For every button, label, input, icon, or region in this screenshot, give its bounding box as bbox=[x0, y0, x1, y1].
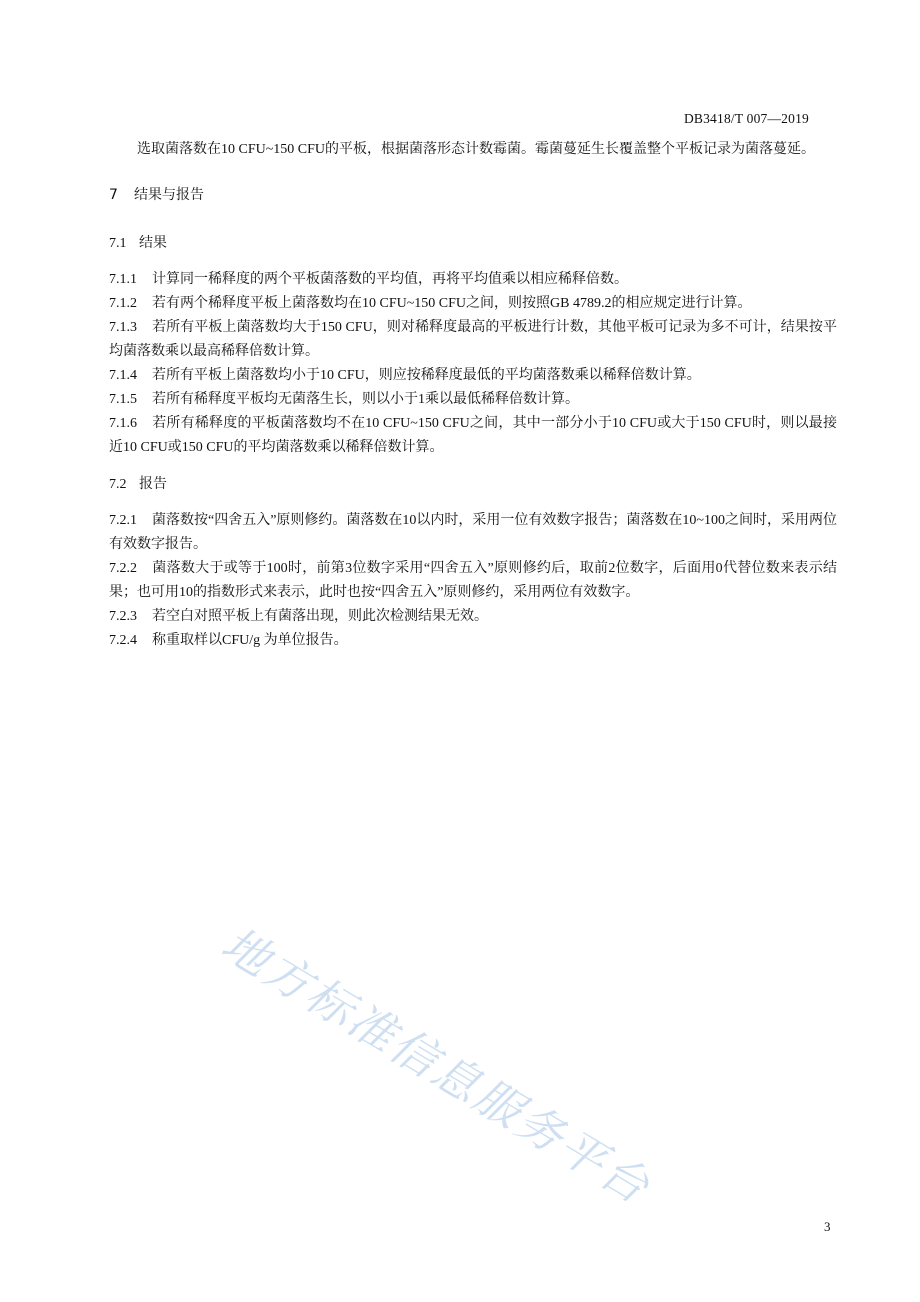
section-7-title: 结果与报告 bbox=[134, 187, 204, 203]
clause-number: 7.2.2 bbox=[109, 561, 137, 576]
page-content bbox=[109, 138, 837, 653]
clause-number: 7.2.4 bbox=[109, 633, 137, 648]
clause-number: 7.1.6 bbox=[109, 416, 137, 431]
section-7-1-title: 结果 bbox=[139, 235, 167, 251]
intro-paragraph: 选取菌落数在10 CFU~150 CFU的平板，根据菌落形态计数霉菌。霉菌蔓延生长覆盖整个平板记录为菌落蔓延。 bbox=[137, 142, 816, 157]
section-7-2-heading bbox=[109, 472, 837, 497]
clause-number: 7.1.2 bbox=[109, 296, 137, 311]
clause-number: 7.1.5 bbox=[109, 392, 137, 407]
section-7-number: 7 bbox=[109, 187, 118, 203]
document-code: DB3418/T 007—2019 bbox=[683, 111, 809, 126]
section-7-2-number: 7.2 bbox=[109, 477, 127, 492]
page-number: 3 bbox=[824, 1219, 831, 1234]
clause-7-1-2 bbox=[109, 292, 837, 316]
clause-number: 7.1.3 bbox=[109, 320, 137, 335]
clause-7-2-1 bbox=[109, 509, 837, 557]
clause-number: 7.2.1 bbox=[109, 513, 137, 528]
clause-7-2-2 bbox=[109, 557, 837, 605]
clause-text: 若所有平板上菌落数均小于10 CFU，则应按稀释度最低的平均菌落数乘以稀释倍数计算。 bbox=[152, 368, 701, 383]
clause-7-2-3 bbox=[109, 605, 837, 629]
clause-text: 称重取样以CFU/g 为单位报告。 bbox=[152, 633, 348, 648]
clause-text: 菌落数大于或等于100时，前第3位数字采用“四舍五入”原则修约后，取前2位数字，后面用0代替位数来表示结果；也可用10的指数形式来表示，此时也按“四舍五入”原则修约，采用两位有效数字。 bbox=[109, 561, 837, 600]
clause-text: 若空白对照平板上有菌落出现，则此次检测结果无效。 bbox=[152, 609, 488, 624]
clause-7-1-5 bbox=[109, 388, 837, 412]
section-7-2-title: 报告 bbox=[139, 476, 167, 492]
clause-text: 若所有稀释度的平板菌落数均不在10 CFU~150 CFU之间，其中一部分小于10 CFU或大于150 CFU时，则以最接近10 CFU或150 CFU的平均菌落数乘以稀释倍数计算。 bbox=[109, 416, 837, 455]
section-7-1-number: 7.1 bbox=[109, 236, 127, 251]
section-7-1-heading bbox=[109, 231, 837, 256]
clause-7-2-4 bbox=[109, 629, 837, 653]
clause-7-1-6 bbox=[109, 412, 837, 460]
clause-text: 若所有稀释度平板均无菌落生长，则以小于1乘以最低稀释倍数计算。 bbox=[152, 392, 579, 407]
clause-7-1-3 bbox=[109, 316, 837, 364]
clause-7-1-4 bbox=[109, 364, 837, 388]
section-7-heading bbox=[109, 183, 837, 207]
clause-text: 菌落数按“四舍五入”原则修约。菌落数在10以内时，采用一位有效数字报告；菌落数在10~100之间时，采用两位有效数字报告。 bbox=[109, 513, 837, 552]
clause-number: 7.1.1 bbox=[109, 272, 137, 287]
clause-text: 若所有平板上菌落数均大于150 CFU，则对稀释度最高的平板进行计数，其他平板可记录为多不可计，结果按平均菌落数乘以最高稀释倍数计算。 bbox=[109, 320, 837, 359]
clause-text: 若有两个稀释度平板上菌落数均在10 CFU~150 CFU之间，则按照GB 4789.2的相应规定进行计算。 bbox=[152, 296, 752, 311]
clause-number: 7.1.4 bbox=[109, 368, 137, 383]
clause-7-1-1 bbox=[109, 268, 837, 292]
watermark: 地方标准信息服务平台 bbox=[212, 916, 661, 1216]
clause-text: 计算同一稀释度的两个平板菌落数的平均值，再将平均值乘以相应稀释倍数。 bbox=[152, 272, 628, 287]
clause-number: 7.2.3 bbox=[109, 609, 137, 624]
